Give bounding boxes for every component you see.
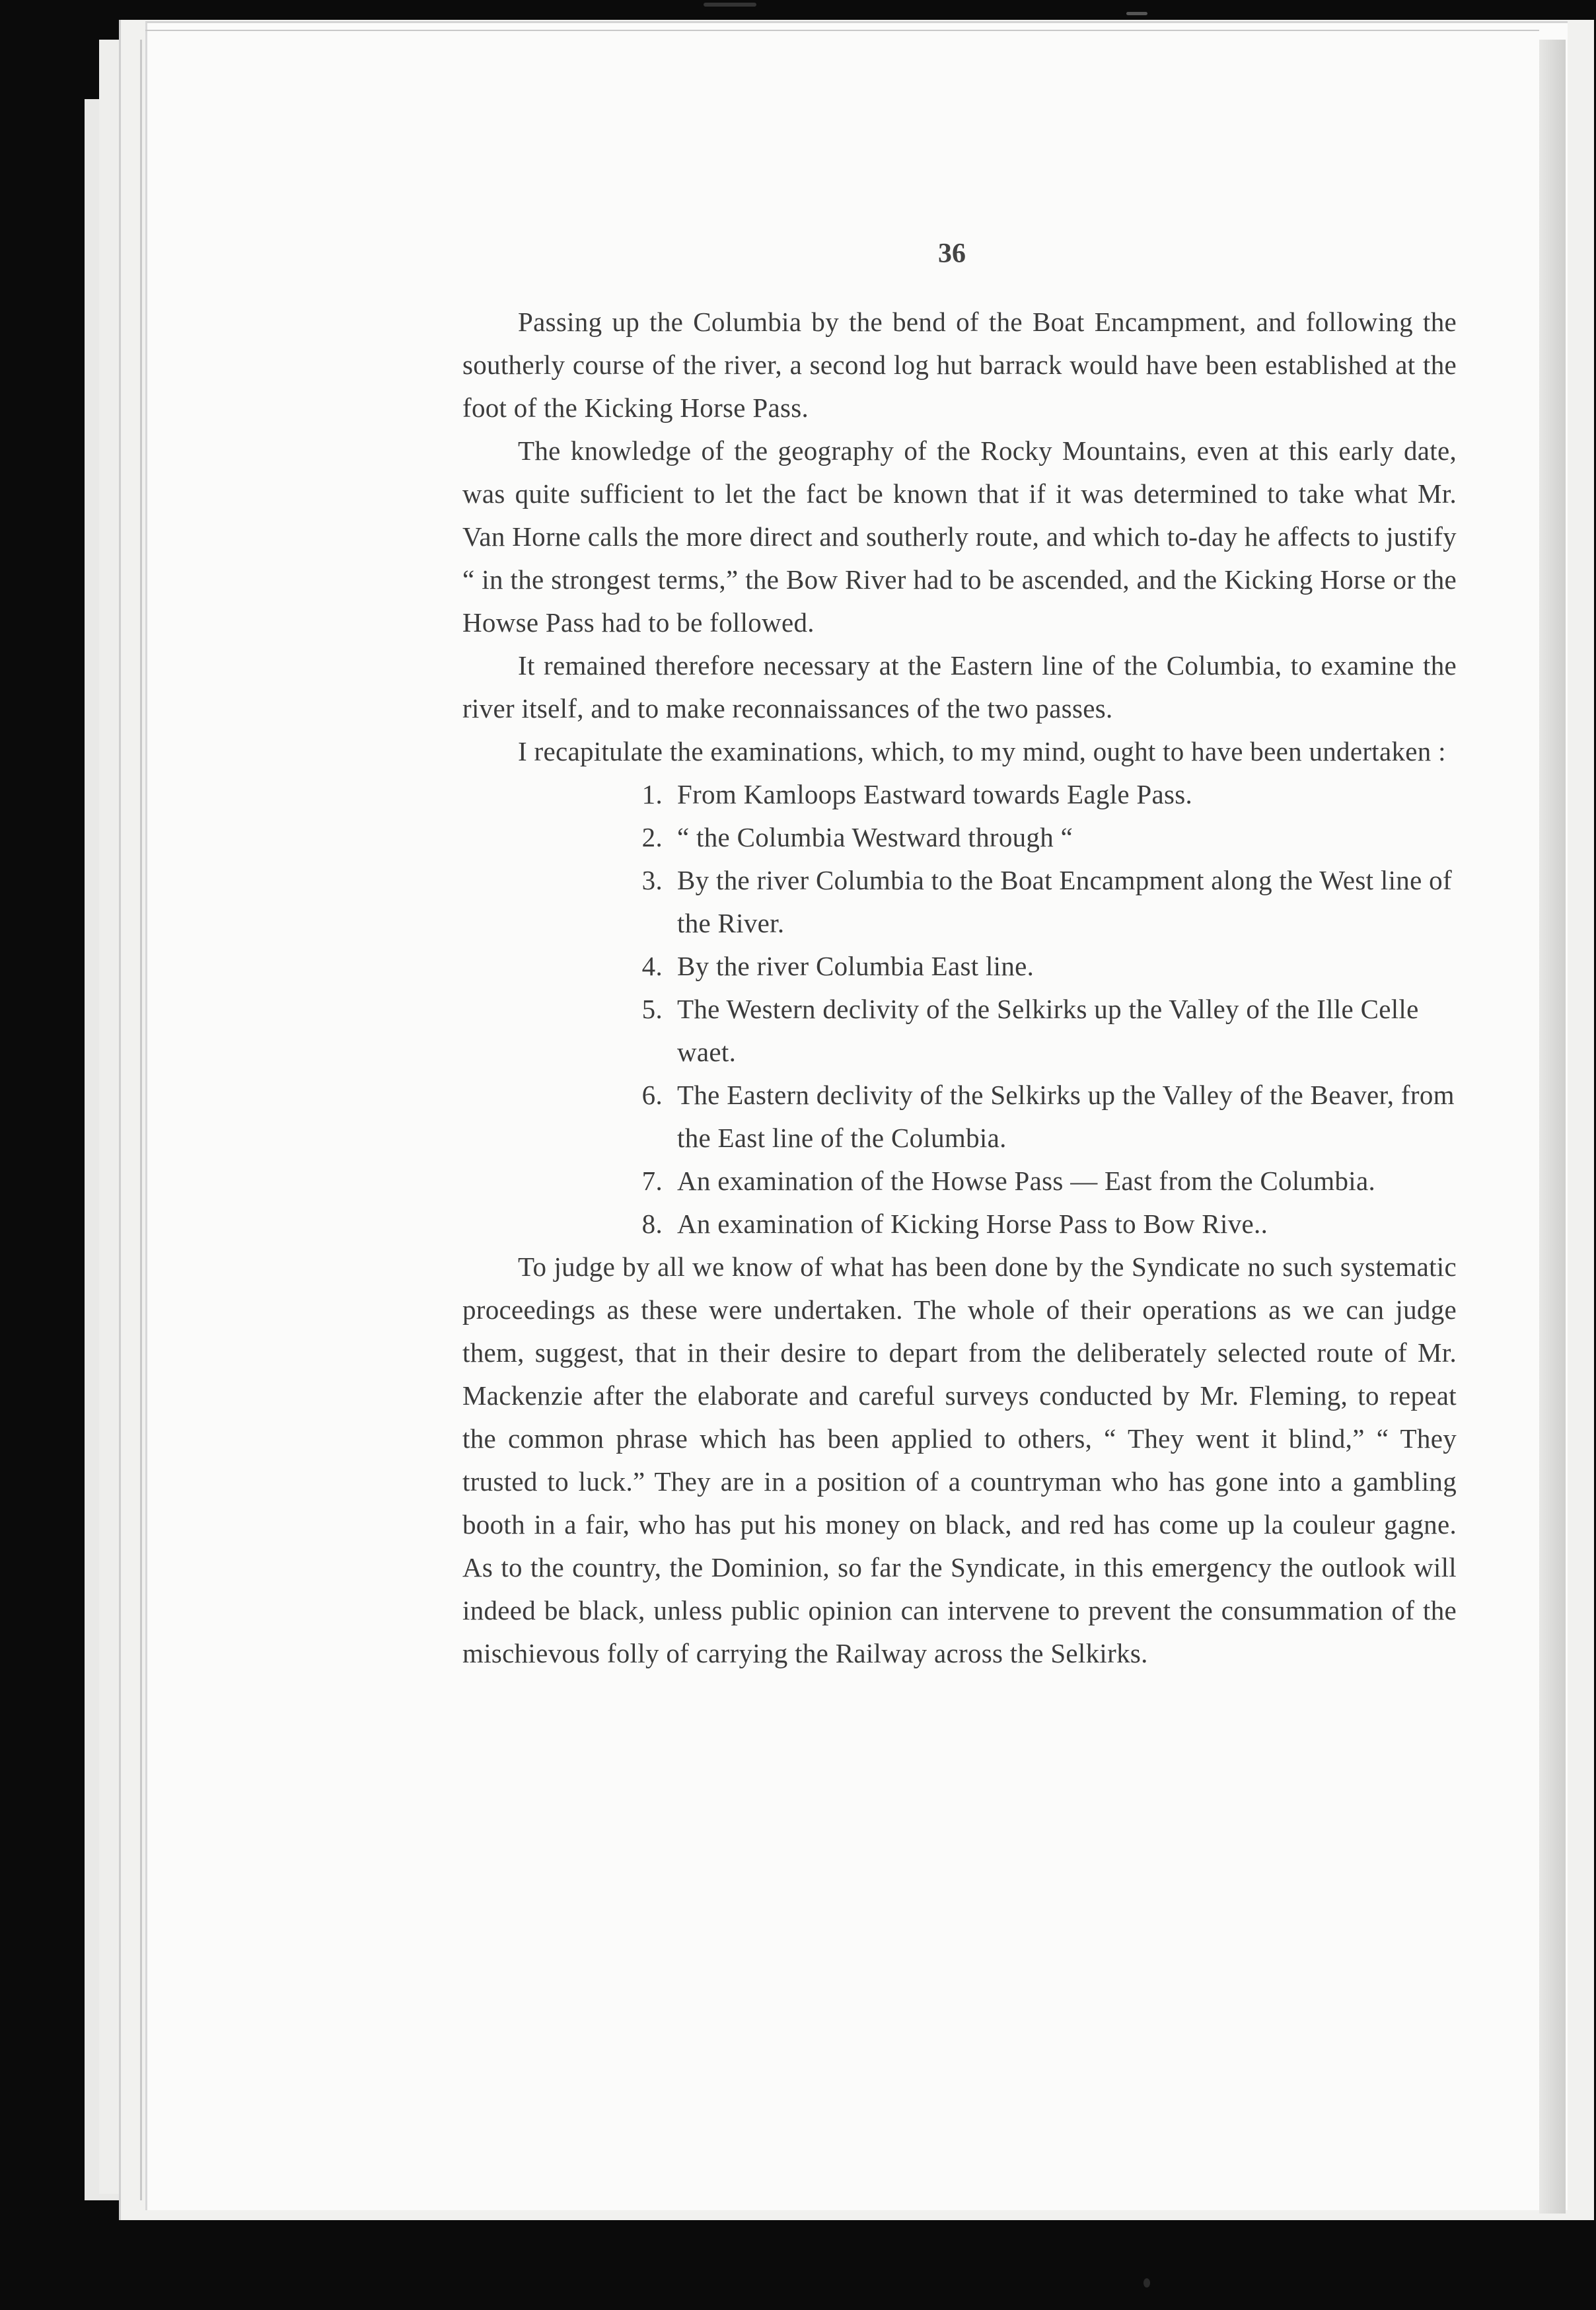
list-item-number: 2. <box>641 822 663 852</box>
list-item-number: 3. <box>641 865 663 895</box>
list-item-text: By the river Columbia East line. <box>677 951 1034 981</box>
list-item-text: The Western declivity of the Selkirks up the Valley of the Ille Celle waet. <box>677 994 1419 1067</box>
page-edge-line <box>140 40 142 2200</box>
list-item <box>462 773 1457 816</box>
list-item <box>462 1074 1457 1160</box>
list-item <box>462 816 1457 859</box>
list-item <box>462 945 1457 988</box>
list-item-number: 6. <box>641 1080 663 1110</box>
list-item-text: An examination of the Howse Pass — East from the Columbia. <box>677 1166 1376 1196</box>
list-item-text: From Kamloops Eastward towards Eagle Pass. <box>677 779 1193 809</box>
list-item <box>462 859 1457 945</box>
list-item <box>462 1160 1457 1203</box>
paragraph: Passing up the Columbia by the bend of the Boat Encampment, and following the southerly course of the river, a second log hut barrack would have been established at the foot of the Kicking Horse Pass. <box>462 307 1457 423</box>
list-item-number: 5. <box>641 994 663 1024</box>
paragraph: It remained therefore necessary at the Eastern line of the Columbia, to examine the river itself, and to make reconnaissances of the two passes. <box>462 650 1457 724</box>
list-item <box>462 1203 1457 1246</box>
paragraph: To judge by all we know of what has been done by the Syndicate no such systematic proceedings as these were undertaken. The whole of their operations as we can judge them, suggest, that in their desire to depart from the deliberately selected route of Mr. Mackenzie after the elaborate and careful surveys conducted by Mr. Fleming, to repeat the common phrase which has been applied to others, “ They went it blind,” “ They trusted to luck.” They are in a position of a countryman who has gone into a gambling booth in a fair, who has put his money on black, and red has come up la couleur gagne. As to the country, the Dominion, so far the Syndicate, in this emergency the outlook will indeed be black, unless public opinion can intervene to prevent the consummation of the mischievous folly of carrying the Railway across the Selkirks. <box>462 1251 1457 1668</box>
page-gutter-shadow <box>1539 40 1566 2214</box>
page-number: 36 <box>938 239 966 269</box>
ink-speck <box>704 3 756 7</box>
list-item-number: 7. <box>641 1166 663 1196</box>
recap-list <box>462 773 1457 1246</box>
list-item-text: The Eastern declivity of the Selkirks up the Valley of the Beaver, from the East line of the Columbia. <box>677 1080 1455 1153</box>
list-item-text: An examination of Kicking Horse Pass to Bow Rive.. <box>677 1209 1268 1239</box>
list-item-number: 4. <box>641 951 663 981</box>
page-edge-line <box>145 30 1539 31</box>
paragraph: The knowledge of the geography of the Rocky Mountains, even at this early date, was quite sufficient to let the fact be known that if it was determined to take what Mr. Van Horne calls the more direct and southerly route, and which to-day he affects to justify “ in the strongest terms,” the Bow River had to be ascended, and the Kicking Horse or the Howse Pass had to be followed. <box>462 435 1457 638</box>
ink-speck <box>1126 12 1147 15</box>
list-item-text: “ the Columbia Westward through “ <box>677 822 1073 852</box>
list-item-text: By the river Columbia to the Boat Encampment along the West line of the River. <box>677 865 1452 938</box>
list-item-number: 8. <box>641 1209 663 1239</box>
ink-speck <box>1143 2278 1150 2288</box>
list-item-number: 1. <box>641 779 663 809</box>
page-text <box>462 301 1457 1675</box>
paragraph: I recapitulate the examinations, which, to my mind, ought to have been undertaken : <box>518 736 1446 766</box>
list-item <box>462 988 1457 1074</box>
